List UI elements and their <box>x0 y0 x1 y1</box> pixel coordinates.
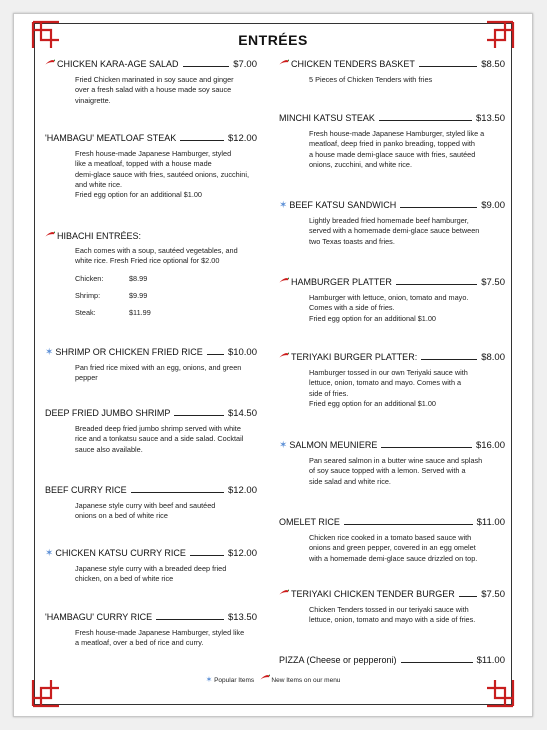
description-line: Fried egg option for an additional $1.00 <box>309 313 436 323</box>
price-leader-line <box>190 547 224 556</box>
menu-item-description <box>45 149 257 200</box>
menu-item-price: $8.50 <box>481 59 505 70</box>
menu-item-name: TERIYAKI BURGER PLATTER: <box>291 352 418 362</box>
description-line: Comes with a side of fries. <box>309 303 395 313</box>
menu-item-price: $12.00 <box>227 548 257 559</box>
menu-item-description <box>45 564 257 585</box>
description-line: onions and green pepper, covered in an egg omelet <box>309 543 476 553</box>
menu-item-header <box>45 58 257 71</box>
hibachi-option-row <box>75 291 257 301</box>
description-line: vinaigrette. <box>75 95 111 105</box>
menu-item-name: DEEP FRIED JUMBO SHRIMP <box>45 408 171 418</box>
description-line: Fresh house-made Japanese Hamburger, styled <box>75 149 232 158</box>
menu-item-name: HAMBURGER PLATTER <box>291 277 392 287</box>
menu-item <box>45 547 257 585</box>
menu-item-header <box>279 112 505 125</box>
description-line: lettuce, onion, tomato and mayo. Comes with a <box>309 378 462 388</box>
pepper-icon <box>279 58 289 66</box>
star-icon: ✶ <box>45 548 54 559</box>
description-line: Fresh house-made Japanese Hamburger, styled like <box>75 628 245 637</box>
menu-item-header <box>45 346 257 359</box>
menu-item-name: HIBACHI ENTRÉES: <box>57 231 142 241</box>
menu-item <box>279 516 505 564</box>
menu-item-name: 'HAMBAGU' MEATLOAF STEAK <box>45 133 177 143</box>
menu-item-name: SALMON MEUNIERE <box>289 440 378 450</box>
menu-item-price: $14.50 <box>227 408 257 419</box>
option-price: $11.99 <box>129 307 151 317</box>
option-label: Chicken: <box>75 273 104 283</box>
menu-item <box>279 588 505 626</box>
description-line: sauce also available. <box>75 444 143 454</box>
price-leader-line <box>156 611 224 620</box>
description-line: Fried egg option for an additional $1.00 <box>309 398 436 408</box>
menu-item <box>45 230 257 318</box>
menu-item-price: $12.00 <box>227 485 257 496</box>
price-leader-line <box>344 516 473 525</box>
menu-item-description <box>279 129 505 170</box>
hibachi-option-row <box>75 308 257 318</box>
menu-item <box>45 484 257 522</box>
price-leader-line <box>207 346 224 355</box>
price-leader-line <box>419 58 477 67</box>
price-leader-line <box>459 588 478 597</box>
menu-item-name: CHICKEN KATSU CURRY RICE <box>55 548 186 558</box>
price-leader-line <box>183 58 230 67</box>
description-line: Japanese style curry with a breaded deep fried <box>75 564 227 573</box>
menu-item-header <box>279 654 505 667</box>
legend-popular: Popular Items <box>214 677 255 684</box>
description-line: Chicken Tenders tossed in our teriyaki sauce with <box>309 605 469 614</box>
menu-item-header <box>45 547 257 560</box>
pepper-icon <box>45 58 55 66</box>
menu-item-name: PIZZA (Cheese or pepperoni) <box>279 655 397 665</box>
menu-item-header <box>279 351 505 364</box>
description-line: Fried egg option for an additional $1.00 <box>75 190 202 200</box>
description-line: and white rice. <box>75 179 123 189</box>
price-leader-line <box>131 484 224 493</box>
menu-item <box>45 346 257 384</box>
description-line: rice and a tonkatsu sauce and a side salad. Cocktail <box>75 434 244 444</box>
menu-item-name: CHICKEN TENDERS BASKET <box>291 59 415 69</box>
description-line: side salad and white rice. <box>309 476 391 486</box>
menu-item-name: 'HAMBAGU' CURRY RICE <box>45 612 153 622</box>
menu-item-description <box>279 605 505 626</box>
menu-item-header <box>45 484 257 497</box>
description-line: with a homemade demi-glace sauce drizzled on top. <box>309 553 478 563</box>
description-line: of soy sauce topped with a lemon. Served with a <box>309 466 466 476</box>
pepper-icon <box>279 276 289 284</box>
menu-item <box>45 407 257 455</box>
menu-item-header <box>45 407 257 420</box>
hibachi-option-row <box>75 274 257 284</box>
description-line: over a fresh salad with a house made soy sauce <box>75 85 232 95</box>
description-line: served with a homemade demi-glace sauce between <box>309 226 480 236</box>
menu-item-description <box>279 75 505 85</box>
menu-item-price: $13.50 <box>227 612 257 623</box>
description-line: Fresh house-made Japanese Hamburger, styled like a <box>309 129 485 138</box>
description-line: side of fries. <box>309 388 349 398</box>
legend <box>14 674 532 685</box>
price-leader-line <box>396 276 477 285</box>
menu-item <box>45 58 257 106</box>
menu-item-description <box>279 293 505 324</box>
menu-item-price: $16.00 <box>475 440 505 451</box>
star-icon: ✶ <box>279 200 288 211</box>
description-line: a meatloaf, over a bed of rice and curry. <box>75 638 204 648</box>
price-leader-line <box>421 351 477 360</box>
menu-item-description <box>45 628 257 649</box>
menu-item <box>279 112 505 170</box>
pepper-icon <box>260 674 270 682</box>
description-line: meatloaf, deep fried in panko breading, topped with <box>309 139 475 149</box>
menu-item-price: $11.00 <box>476 517 505 528</box>
option-label: Steak: <box>75 307 96 317</box>
description-line: Each comes with a soup, sautéed vegetables, and <box>75 246 238 255</box>
menu-item-name: BEEF CURRY RICE <box>45 485 127 495</box>
menu-item <box>45 132 257 200</box>
menu-item-header <box>279 276 505 289</box>
description-line: Hamburger tossed in our own Teriyaki sauce with <box>309 368 468 377</box>
description-line: Hamburger with lettuce, onion, tomato and mayo. <box>309 293 469 302</box>
menu-item <box>279 439 505 487</box>
option-price: $8.99 <box>129 273 148 283</box>
menu-item-price: $11.00 <box>476 655 505 666</box>
price-leader-line <box>381 439 472 448</box>
menu-item-description <box>45 501 257 522</box>
description-line: like a meatloaf, topped with a house made <box>75 159 212 169</box>
menu-item-price: $13.50 <box>475 113 505 124</box>
menu-item-header <box>279 58 505 71</box>
description-line: two Texas toasts and fries. <box>309 236 395 246</box>
description-line: Pan seared salmon in a butter wine sauce and splash <box>309 456 483 465</box>
description-line: Chicken rice cooked in a tomato based sauce with <box>309 533 472 542</box>
price-leader-line <box>379 112 472 121</box>
star-icon: ✶ <box>45 347 54 358</box>
price-leader-line <box>174 407 224 416</box>
description-line: Fried Chicken marinated in soy sauce and ginger <box>75 75 234 84</box>
menu-item-header <box>45 230 257 242</box>
star-icon: ✶ <box>205 675 213 684</box>
description-line: Breaded deep fried jumbo shrimp served with white <box>75 424 241 433</box>
description-line: white rice. Fresh Fried rice optional for $2.00 <box>75 256 220 266</box>
menu-item-description <box>279 368 505 409</box>
description-line: 5 Pieces of Chicken Tenders with fries <box>309 75 433 84</box>
menu-item <box>279 199 505 247</box>
pepper-icon <box>279 351 289 359</box>
menu-item <box>45 611 257 649</box>
description-line: Lightly breaded fried homemade beef hamburger, <box>309 216 469 225</box>
menu-item-price: $7.50 <box>481 277 505 288</box>
menu-item-name: TERIYAKI CHICKEN TENDER BURGER <box>291 589 455 599</box>
menu-item <box>279 351 505 409</box>
description-line: Japanese style curry with beef and sautéed <box>75 501 216 510</box>
legend-new: New Items on our menu <box>271 677 341 684</box>
menu-item-header <box>279 516 505 529</box>
menu-item-price: $12.00 <box>227 133 257 144</box>
menu-item-name: SHRIMP OR CHICKEN FRIED RICE <box>55 347 203 357</box>
menu-item <box>279 276 505 324</box>
menu-item <box>279 58 505 85</box>
description-line: lettuce, onion, tomato and mayo with a side of fries. <box>309 615 476 625</box>
price-leader-line <box>401 654 473 663</box>
menu-item-description <box>45 246 257 318</box>
menu-page <box>13 13 533 717</box>
price-leader-line <box>180 132 224 141</box>
description-line: a house made demi-glace sauce with fries, sautéed <box>309 149 476 159</box>
menu-item-header <box>279 439 505 452</box>
menu-item-name: OMELET RICE <box>279 517 340 527</box>
menu-item-name: MINCHI KATSU STEAK <box>279 113 375 123</box>
menu-item <box>279 654 505 667</box>
description-line: onions, zucchini, and white rice. <box>309 159 413 169</box>
menu-item-price: $7.00 <box>233 59 257 70</box>
menu-item-name: CHICKEN KARA-AGE SALAD <box>57 59 179 69</box>
menu-item-description <box>45 424 257 455</box>
menu-item-header <box>279 588 505 601</box>
menu-item-description <box>279 216 505 247</box>
menu-item-header <box>45 611 257 624</box>
menu-item-name: BEEF KATSU SANDWICH <box>289 200 397 210</box>
menu-item-price: $10.00 <box>227 347 257 358</box>
description-line: pepper <box>75 373 98 383</box>
price-leader-line <box>400 199 477 208</box>
menu-item-price: $7.50 <box>481 589 505 600</box>
description-line: Pan fried rice mixed with an egg, onions, and green <box>75 363 242 372</box>
description-line: chicken, on a bed of white rice <box>75 574 174 584</box>
menu-item-description <box>45 75 257 106</box>
star-icon: ✶ <box>279 440 288 451</box>
menu-item-price: $8.00 <box>481 352 505 363</box>
menu-item-description <box>279 533 505 564</box>
menu-item-header <box>45 132 257 145</box>
menu-item-description <box>279 456 505 487</box>
menu-item-header <box>279 199 505 212</box>
menu-item-price: $9.00 <box>481 200 505 211</box>
option-price: $9.99 <box>129 290 148 300</box>
pepper-icon <box>279 588 289 596</box>
option-label: Shrimp: <box>75 290 101 300</box>
description-line: demi-glace sauce with fries, sautéed onions, zucchini, <box>75 169 249 179</box>
description-line: onions on a bed of white rice <box>75 511 168 521</box>
pepper-icon <box>45 230 55 238</box>
menu-item-description <box>45 363 257 384</box>
menu-title: ENTRÉES <box>238 32 308 48</box>
